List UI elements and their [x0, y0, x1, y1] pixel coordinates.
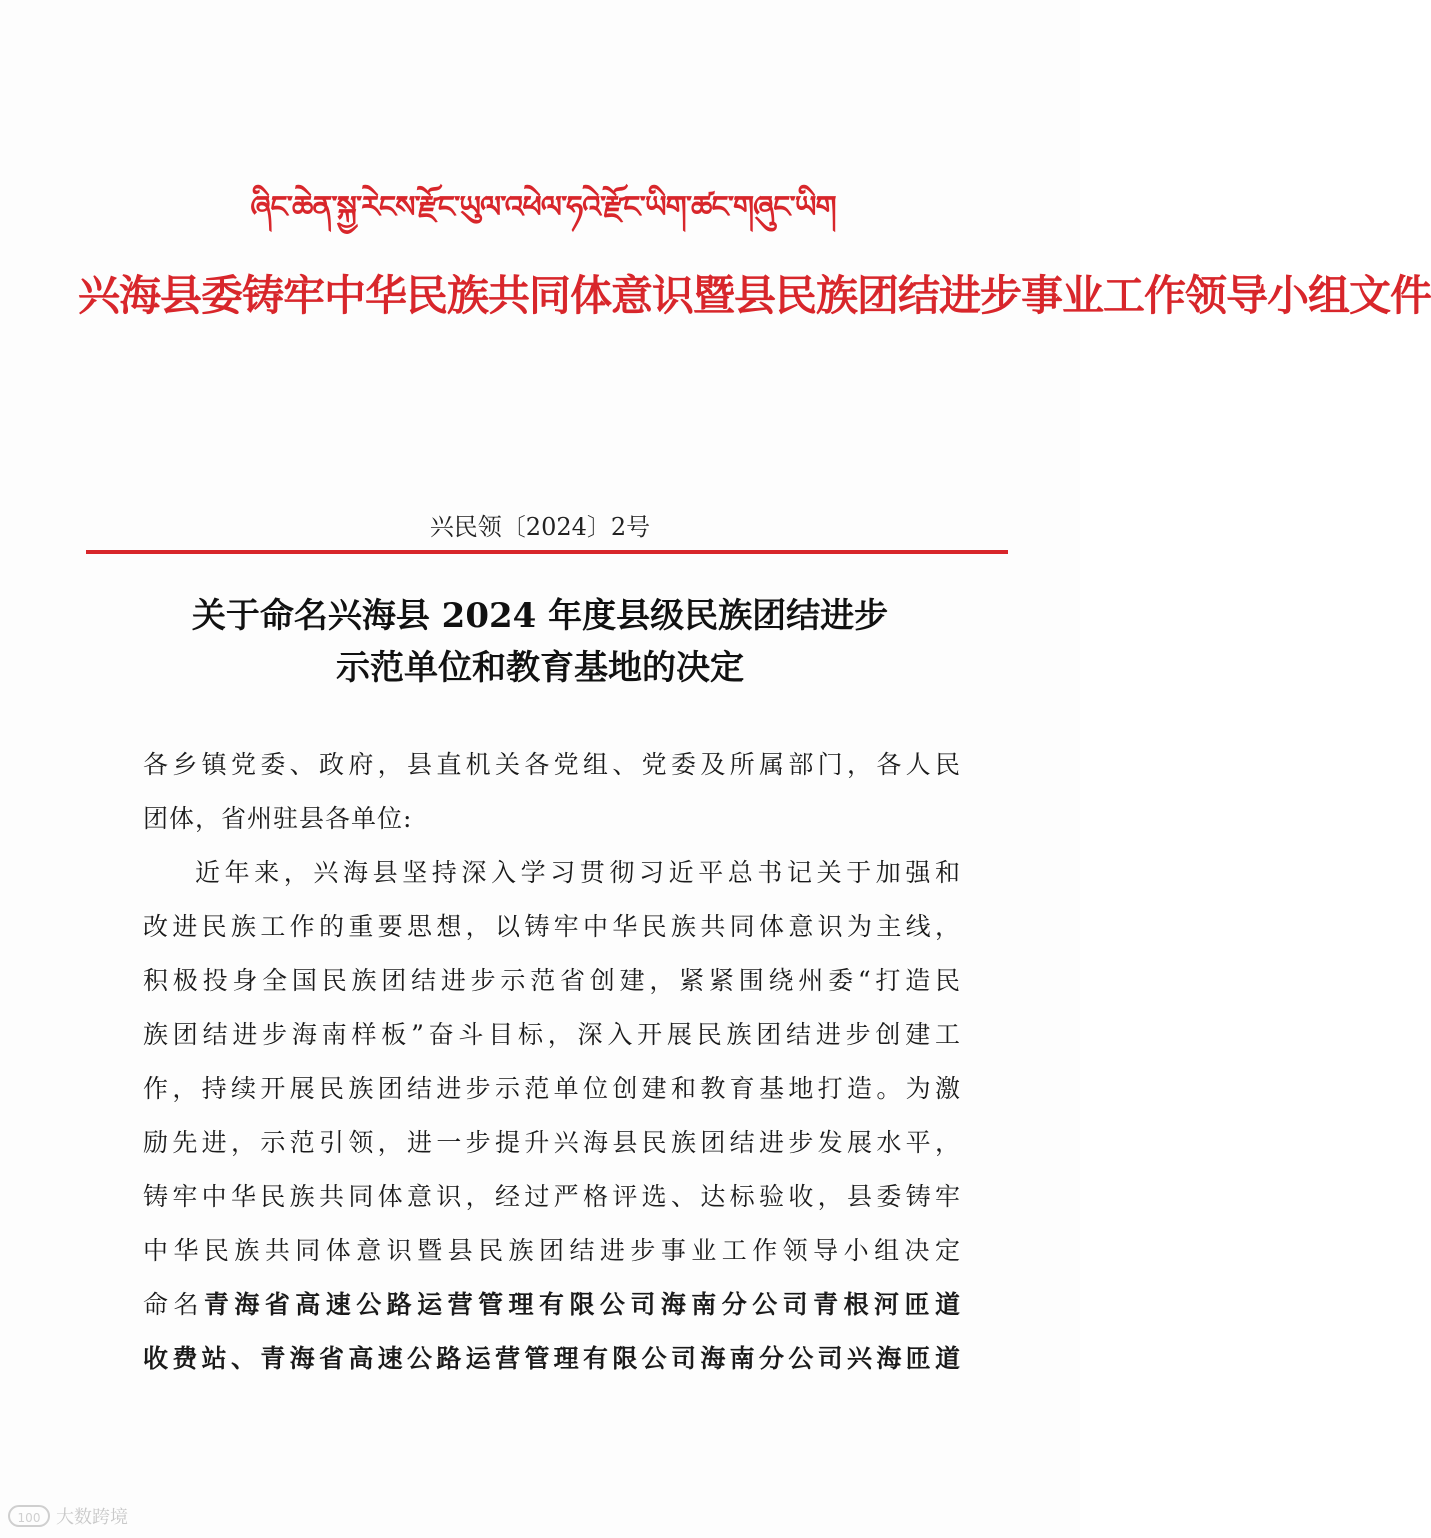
- watermark-text: 大数跨境: [56, 1507, 128, 1528]
- title-line-2: 示范单位和教育基地的决定: [336, 648, 744, 688]
- watermark-logo-icon: 100: [8, 1505, 50, 1527]
- paragraph-line-7: 铸牢中华民族共同体意识，经过严格评选、达标验收，县委铸牢: [143, 1182, 961, 1211]
- paragraph-line-6: 励先进，示范引领，进一步提升兴海县民族团结进步发展水平，: [143, 1128, 961, 1157]
- tibetan-letterhead: ཞིང་ཆེན་སྐྱ་རེངས་རྫོང་ཡུལ་འཕེལ་ཧའེ་རྫོང་ཡིག་ཚང་གཞུང་ཡིག: [250, 190, 836, 225]
- document-number: 兴民领〔2024〕2号: [429, 513, 651, 541]
- title-line-1: 关于命名兴海县 2024 年度县级民族团结进步: [191, 596, 889, 636]
- paragraph-line-10: 收费站、青海省高速公路运营管理有限公司海南分公司兴海匝道: [143, 1344, 961, 1373]
- watermark: [8, 1502, 128, 1530]
- paragraph-line-8: 中华民族共同体意识暨县民族团结进步事业工作领导小组决定: [143, 1236, 961, 1265]
- salutation-line-1: 各乡镇党委、政府，县直机关各党组、党委及所属部门，各人民: [143, 750, 961, 779]
- paragraph-line-1: 近年来，兴海县坚持深入学习贯彻习近平总书记关于加强和: [195, 858, 961, 887]
- salutation-line-2: 团体，省州驻县各单位:: [143, 804, 413, 833]
- document-body: [143, 738, 961, 1386]
- paragraph-line-9: [143, 1278, 961, 1332]
- chinese-letterhead: 兴海县委铸牢中华民族共同体意识暨县民族团结进步事业工作领导小组文件: [78, 271, 1431, 320]
- paragraph-line-5: 作，持续开展民族团结进步示范单位创建和教育基地打造。为激: [143, 1074, 961, 1103]
- paragraph-line-2: 改进民族工作的重要思想，以铸牢中华民族共同体意识为主线，: [143, 912, 961, 941]
- paragraph-line-9-prefix: 命名: [143, 1290, 204, 1319]
- paragraph-line-4: 族团结进步海南样板”奋斗目标，深入开展民族团结进步创建工: [143, 1020, 961, 1049]
- document-title: [120, 590, 960, 694]
- red-divider-line: [86, 550, 1008, 554]
- paragraph-line-3: 积极投身全国民族团结进步示范省创建，紧紧围绕州委“打造民: [143, 966, 961, 995]
- paragraph-line-9-bold: 青海省高速公路运营管理有限公司海南分公司青根河匝道: [203, 1290, 961, 1319]
